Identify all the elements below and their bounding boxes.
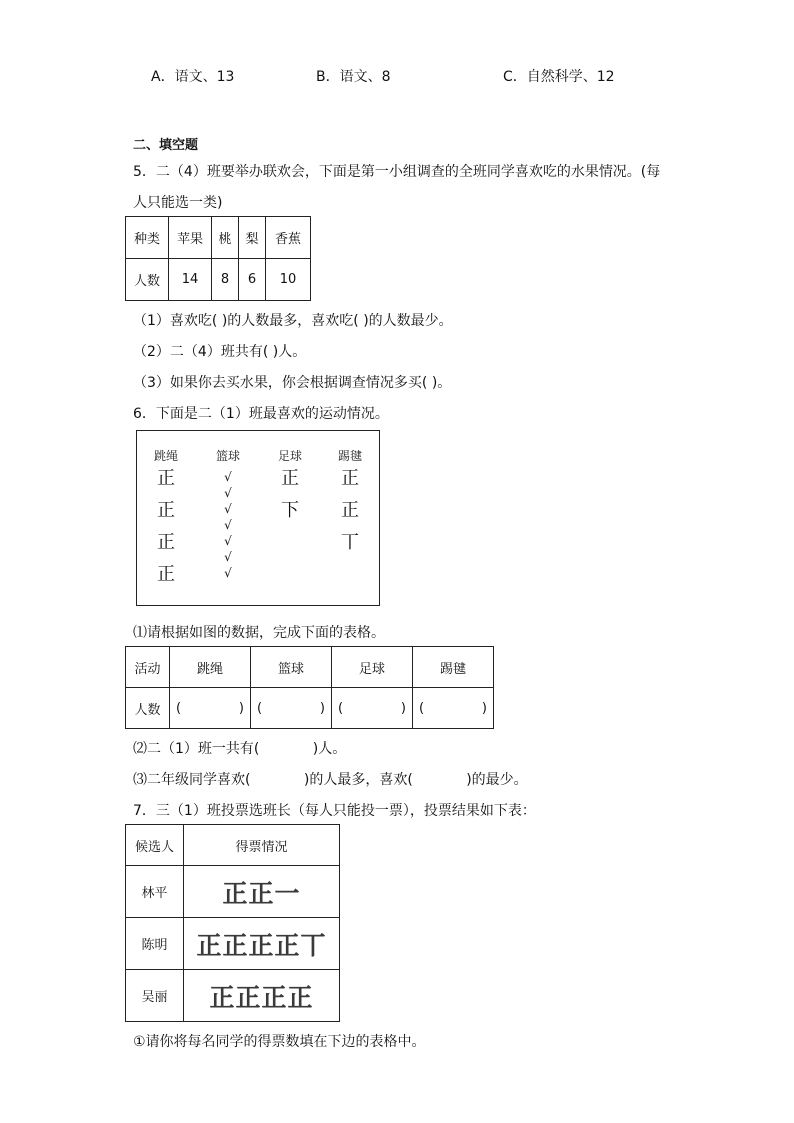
fruit-table-header: 桃 — [212, 217, 239, 259]
tally-mark: 正 — [341, 468, 359, 489]
option-a: A．语文、13 — [151, 69, 235, 85]
tally-column-basketball — [203, 469, 253, 581]
fruit-table-header: 香蕉 — [266, 217, 311, 259]
answer-blank[interactable]: ( ) — [332, 688, 413, 729]
check-mark: √ — [224, 502, 232, 516]
vote-table-header: 得票情况 — [184, 825, 340, 866]
option-c: C．自然科学、12 — [503, 69, 615, 85]
check-mark: √ — [224, 534, 232, 548]
sports-table-row-label: 人数 — [126, 688, 170, 729]
sports-tally-chart — [136, 430, 380, 606]
vote-table-header: 候选人 — [126, 825, 184, 866]
q7-sub1: ①请你将每名同学的得票数填在下边的表格中。 — [133, 1034, 426, 1050]
fruit-table-header: 梨 — [239, 217, 266, 259]
tally-header-football: 足球 — [277, 449, 302, 463]
section-title: 二、填空题 — [133, 138, 199, 153]
q6-sub2: ⑵二（1）班一共有( )人。 — [133, 741, 347, 757]
sports-table-header: 跳绳 — [170, 647, 251, 688]
sports-table-header: 足球 — [332, 647, 413, 688]
fruit-table-header: 种类 — [126, 217, 169, 259]
tally-column-football — [265, 463, 315, 527]
q6-stem: 6．下面是二（1）班最喜欢的运动情况。 — [133, 406, 389, 422]
tally-mark: 正 — [157, 532, 175, 553]
tally-mark: 正 — [341, 500, 359, 521]
q5-sub3: （3）如果你去买水果，你会根据调查情况多买( )。 — [133, 375, 452, 391]
fruit-table — [125, 216, 311, 301]
option-b: B．语文、8 — [316, 69, 391, 85]
answer-blank[interactable]: ( ) — [251, 688, 332, 729]
tally-header-shuttlecock: 踢毽 — [337, 449, 362, 463]
fruit-table-cell: 8 — [212, 259, 239, 301]
check-mark: √ — [224, 470, 232, 484]
q6-sub3: ⑶二年级同学喜欢( )的人最多，喜欢( )的最少。 — [133, 772, 528, 788]
fruit-table-cell: 14 — [169, 259, 212, 301]
answer-blank[interactable]: ( ) — [413, 688, 494, 729]
tally-column-shuttlecock — [325, 463, 375, 559]
check-mark: √ — [224, 518, 232, 532]
vote-tally: 正正正正 — [184, 970, 340, 1022]
tally-mark: 正 — [281, 468, 299, 489]
vote-tally: 正正一 — [184, 866, 340, 918]
vote-table — [125, 824, 340, 1022]
candidate-name: 吴丽 — [126, 970, 184, 1022]
check-mark: √ — [224, 566, 232, 580]
fruit-table-cell: 6 — [239, 259, 266, 301]
q6-sub1: ⑴请根据如图的数据，完成下面的表格。 — [133, 625, 385, 641]
q7-stem: 7．三（1）班投票选班长（每人只能投一票），投票结果如下表： — [133, 803, 536, 819]
answer-blank[interactable]: ( ) — [170, 688, 251, 729]
sports-table-header: 篮球 — [251, 647, 332, 688]
tally-mark: 正 — [157, 468, 175, 489]
sports-table — [125, 646, 494, 729]
tally-column-jump-rope — [141, 463, 191, 591]
fruit-table-cell: 人数 — [126, 259, 169, 301]
check-mark: √ — [224, 486, 232, 500]
fruit-table-header: 苹果 — [169, 217, 212, 259]
sports-table-header: 活动 — [126, 647, 170, 688]
tally-mark: 正 — [157, 500, 175, 521]
check-mark: √ — [224, 550, 232, 564]
q5-stem-line1: 5．二（4）班要举办联欢会，下面是第一小组调查的全班同学喜欢吃的水果情况。(每 — [133, 164, 661, 180]
tally-header-basketball: 篮球 — [215, 449, 240, 463]
q5-stem-line2: 人只能选一类) — [133, 195, 223, 211]
q5-sub1: （1）喜欢吃( )的人数最多，喜欢吃( )的人数最少。 — [133, 313, 453, 329]
sports-table-header: 踢毽 — [413, 647, 494, 688]
q5-sub2: （2）二（4）班共有( )人。 — [133, 344, 307, 360]
tally-mark: 丅 — [341, 532, 359, 553]
candidate-name: 陈明 — [126, 918, 184, 970]
candidate-name: 林平 — [126, 866, 184, 918]
fruit-table-cell: 10 — [266, 259, 311, 301]
tally-mark: 正 — [157, 564, 175, 585]
tally-mark: 下 — [281, 500, 299, 521]
tally-header-jump-rope: 跳绳 — [153, 449, 178, 463]
vote-tally: 正正正正丅 — [184, 918, 340, 970]
